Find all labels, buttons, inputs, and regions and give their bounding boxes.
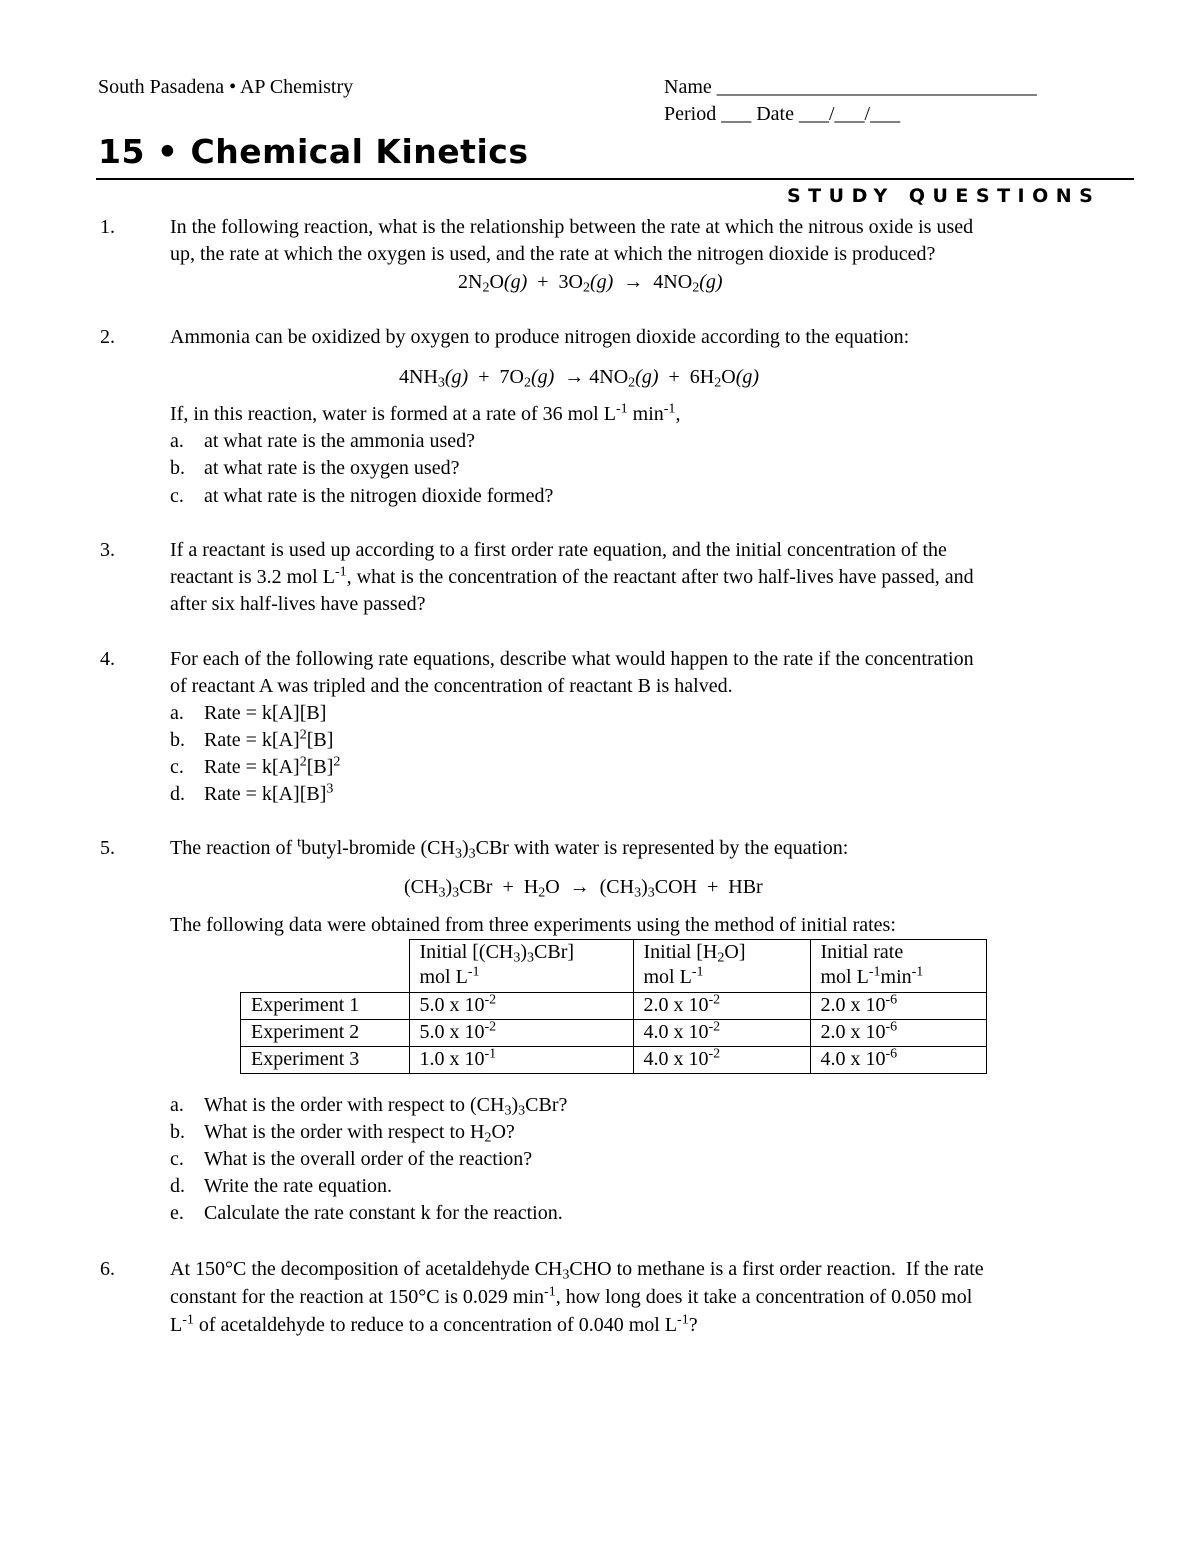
q5a-text: What is the order with respect to $(CH_3)_3CBr$?	[204, 1094, 568, 1119]
q2c-letter: c.	[170, 485, 184, 507]
q1-text-line2: up, the rate at which the oxygen is used, and the rate at which the nitrogen dioxide is produced?	[170, 243, 936, 265]
q1-number: 1.	[100, 216, 115, 238]
q5e-text: Calculate the rate constant k for the reaction.	[204, 1202, 563, 1224]
q2-number: 2.	[100, 326, 115, 348]
table-row	[241, 1020, 987, 1047]
q4c-text: Rate = $k[A]^2[B]^2$	[204, 754, 341, 778]
table-row	[241, 993, 987, 1020]
table-row	[241, 1047, 987, 1074]
table-cell: 2.0 x $10^{-6}$	[810, 1020, 986, 1047]
q4c-letter: c.	[170, 756, 184, 778]
course-label: South Pasadena • AP Chemistry	[98, 76, 354, 98]
q1-equation: $2N_2O(g) + 3O_2(g) \to 4NO_2(g)$	[458, 271, 723, 296]
q4b-letter: b.	[170, 729, 185, 751]
q6-number: 6.	[100, 1258, 115, 1280]
q6-text-line3: $L^{-1}$ of acetaldehyde to reduce to a concentration of 0.040 mol $L^{-1}$?	[170, 1312, 698, 1336]
q6-text-line1: At 150°C the decomposition of acetaldehyde $CH_3CHO$ to methane is a first order reaction. If the rate	[170, 1258, 984, 1283]
q5-data-intro: The following data were obtained from three experiments using the method of initial rates:	[170, 914, 896, 936]
row-label: Experiment 2	[241, 1020, 410, 1047]
q5e-letter: e.	[170, 1202, 184, 1224]
table-cell: 5.0 x $10^{-2}$	[409, 993, 633, 1020]
q5a-letter: a.	[170, 1094, 184, 1116]
q5b-text: What is the order with respect to $H_2O$?	[204, 1121, 515, 1146]
q4-number: 4.	[100, 648, 115, 670]
q2-text: Ammonia can be oxidized by oxygen to produce nitrogen dioxide according to the equation:	[170, 326, 910, 348]
q6-text-line2: constant for the reaction at 150°C is 0.029 $\min^{-1}$, how long does it take a concentration of 0.050 mol	[170, 1284, 973, 1308]
q5d-letter: d.	[170, 1175, 185, 1197]
q5c-letter: c.	[170, 1148, 184, 1170]
row-label: Experiment 1	[241, 993, 410, 1020]
q4-text-line1: For each of the following rate equations, describe what would happen to the rate if the concentration	[170, 648, 974, 670]
q3-text-line1: If a reactant is used up according to a first order rate equation, and the initial concentration of the	[170, 539, 947, 561]
q5c-text: What is the overall order of the reaction?	[204, 1148, 533, 1170]
table-cell: 4.0 x $10^{-2}$	[633, 1020, 810, 1047]
title-rule	[96, 178, 1134, 180]
period-date-field: Period ___ Date ___/___/___	[664, 103, 901, 125]
section-heading: STUDY QUESTIONS	[787, 185, 1101, 207]
table-corner	[241, 940, 410, 993]
q3-text-line2: reactant is 3.2 mol $L^{-1}$, what is the concentration of the reactant after two half-lives have passed, and	[170, 564, 974, 588]
q5d-text: Write the rate equation.	[204, 1175, 392, 1197]
column-header: Initial $[H_2O]$ mol $L^{-1}$	[633, 940, 810, 993]
q2a-text: at what rate is the ammonia used?	[204, 430, 476, 452]
q4d-letter: d.	[170, 783, 185, 805]
column-header: Initial rate mol $L^{-1}\min^{-1}$	[810, 940, 986, 993]
q4-text-line2: of reactant A was tripled and the concentration of reactant B is halved.	[170, 675, 733, 697]
row-label: Experiment 3	[241, 1047, 410, 1074]
table-cell: 5.0 x $10^{-2}$	[409, 1020, 633, 1047]
table-cell: 2.0 x $10^{-6}$	[810, 993, 986, 1020]
table-header-row	[241, 940, 987, 993]
q3-number: 3.	[100, 539, 115, 561]
q3-text-line3: after six half-lives have passed?	[170, 593, 426, 615]
q5b-letter: b.	[170, 1121, 185, 1143]
q2-equation: $4NH_3(g) + 7O_2(g) \to 4NO_2(g) + 6H_2O(g)$	[399, 366, 760, 391]
q2a-letter: a.	[170, 430, 184, 452]
table-cell: 4.0 x $10^{-2}$	[633, 1047, 810, 1074]
q5-text: The reaction of $^t$butyl-bromide $(CH_3)_3CBr$ with water is represented by the equation:	[170, 835, 849, 862]
q2b-text: at what rate is the oxygen used?	[204, 457, 460, 479]
name-field: Name ________________________________	[664, 76, 1037, 98]
q4d-text: Rate = $k[A][B]^3$	[204, 781, 334, 805]
q2-condition: If, in this reaction, water is formed at a rate of 36 mol $L^{-1}$ $\min^{-1}$,	[170, 401, 681, 425]
q5-number: 5.	[100, 837, 115, 859]
table-cell: 1.0 x $10^{-1}$	[409, 1047, 633, 1074]
q2c-text: at what rate is the nitrogen dioxide formed?	[204, 485, 554, 507]
q4a-letter: a.	[170, 702, 184, 724]
table-cell: 4.0 x $10^{-6}$	[810, 1047, 986, 1074]
q4b-text: Rate = $k[A]^2[B]$	[204, 727, 334, 751]
page-title: 15 • Chemical Kinetics	[98, 132, 529, 171]
initial-rates-table	[240, 939, 987, 1074]
q1-text-line1: In the following reaction, what is the relationship between the rate at which the nitrous oxide is used	[170, 216, 974, 238]
column-header: Initial $[(CH_3)_3CBr]$ mol $L^{-1}$	[409, 940, 633, 993]
table-cell: 2.0 x $10^{-2}$	[633, 993, 810, 1020]
q2b-letter: b.	[170, 457, 185, 479]
q5-equation: $(CH_3)_3CBr + H_2O \to (CH_3)_3COH$ + HBr	[404, 876, 763, 901]
q4a-text: Rate = k[A][B]	[204, 702, 327, 724]
